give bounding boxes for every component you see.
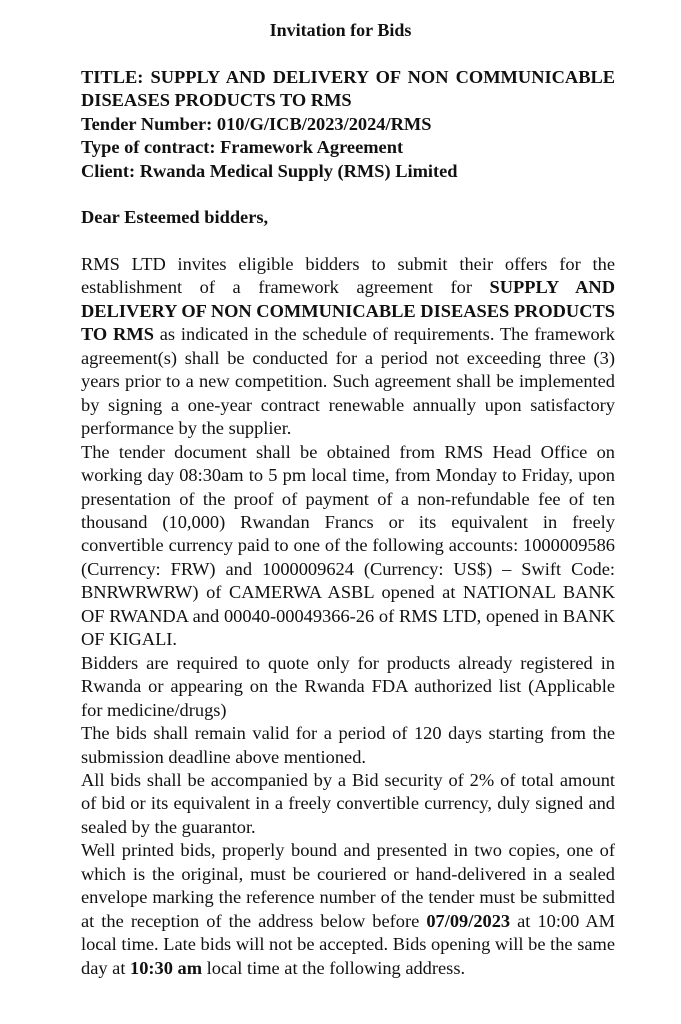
- paragraph-framework-agreement: [81, 253, 615, 441]
- contract-type: Type of contract: Framework Agreement: [81, 137, 404, 158]
- paragraph-bid-security: All bids shall be accompanied by a Bid security of 2% of total amount of bid or its equivalent in a freely convertible currency, duly signed and sealed by the guarantor.: [81, 769, 615, 837]
- paragraph-text: as indicated in the schedule of requirements. The framework agreement(s) shall be conducted for a period not exceeding three (3) years prior to a new competition. Such agreement shall be implemented by signing a one-year contract renewable annually upon satisfactory performance by the supplier.: [81, 324, 615, 439]
- paragraph-registration-requirement: Bidders are required to quote only for products already registered in Rwanda or appearing on the Rwanda FDA authorized list (Applicable for medicine/drugs): [81, 652, 615, 720]
- bids-opening-time: 10:30 am: [130, 957, 203, 978]
- tender-number: Tender Number: 010/G/ICB/2023/2024/RMS: [81, 113, 432, 134]
- tender-subject-emphasis: SUPPLY AND DELIVERY OF NON COMMUNICABLE DISEASES PRODUCTS TO RMS: [81, 277, 615, 345]
- submission-deadline-date: 07/09/2023: [426, 910, 511, 931]
- document-heading: Invitation for Bids: [269, 20, 412, 40]
- client-name: Client: Rwanda Medical Supply (RMS) Limited: [81, 160, 458, 181]
- tender-title: [81, 66, 615, 113]
- paragraph-tender-document: The tender document shall be obtained from RMS Head Office on working day 08:30am to 5 pm local time, from Monday to Friday, upon presentation of the proof of payment of a non-refundable fee of ten thousand (10,000) Rwandan Francs or its equivalent in freely convertible currency paid to one of the following accounts: 1000009586 (Currency: FRW) and 1000009624 (Currency: US$) – Swift Code: BNRWRWRW) of CAMERWA ASBL opened at NATIONAL BANK OF RWANDA and 00040-00049366-26 of RMS LTD, opened in BANK OF KIGALI.: [81, 441, 615, 650]
- paragraph-bid-validity: The bids shall remain valid for a period of 120 days starting from the submission deadline above mentioned.: [81, 723, 615, 767]
- salutation: Dear Esteemed bidders,: [81, 207, 269, 227]
- letter-body: [81, 253, 615, 980]
- paragraph-text: Well printed bids, properly bound and presented in two copies, one of which is the original, must be couriered or hand-delivered in a sealed envelope marking the reference number of the tender must be submitted at the reception of the address below before: [81, 840, 615, 931]
- paragraph-text: RMS LTD invites eligible bidders to submit their offers for the establishment of a framework agreement for: [81, 254, 615, 298]
- paragraph-text: at 10:00 AM local time. Late bids will not be accepted. Bids opening will be the same day at: [81, 910, 616, 978]
- tender-meta-block: [81, 66, 615, 183]
- tender-title-value: SUPPLY AND DELIVERY OF NON COMMUNICABLE DISEASES PRODUCTS TO RMS: [81, 67, 615, 111]
- paragraph-submission: [81, 839, 615, 980]
- tender-title-label: TITLE:: [81, 67, 144, 87]
- paragraph-text: local time at the following address.: [202, 957, 466, 978]
